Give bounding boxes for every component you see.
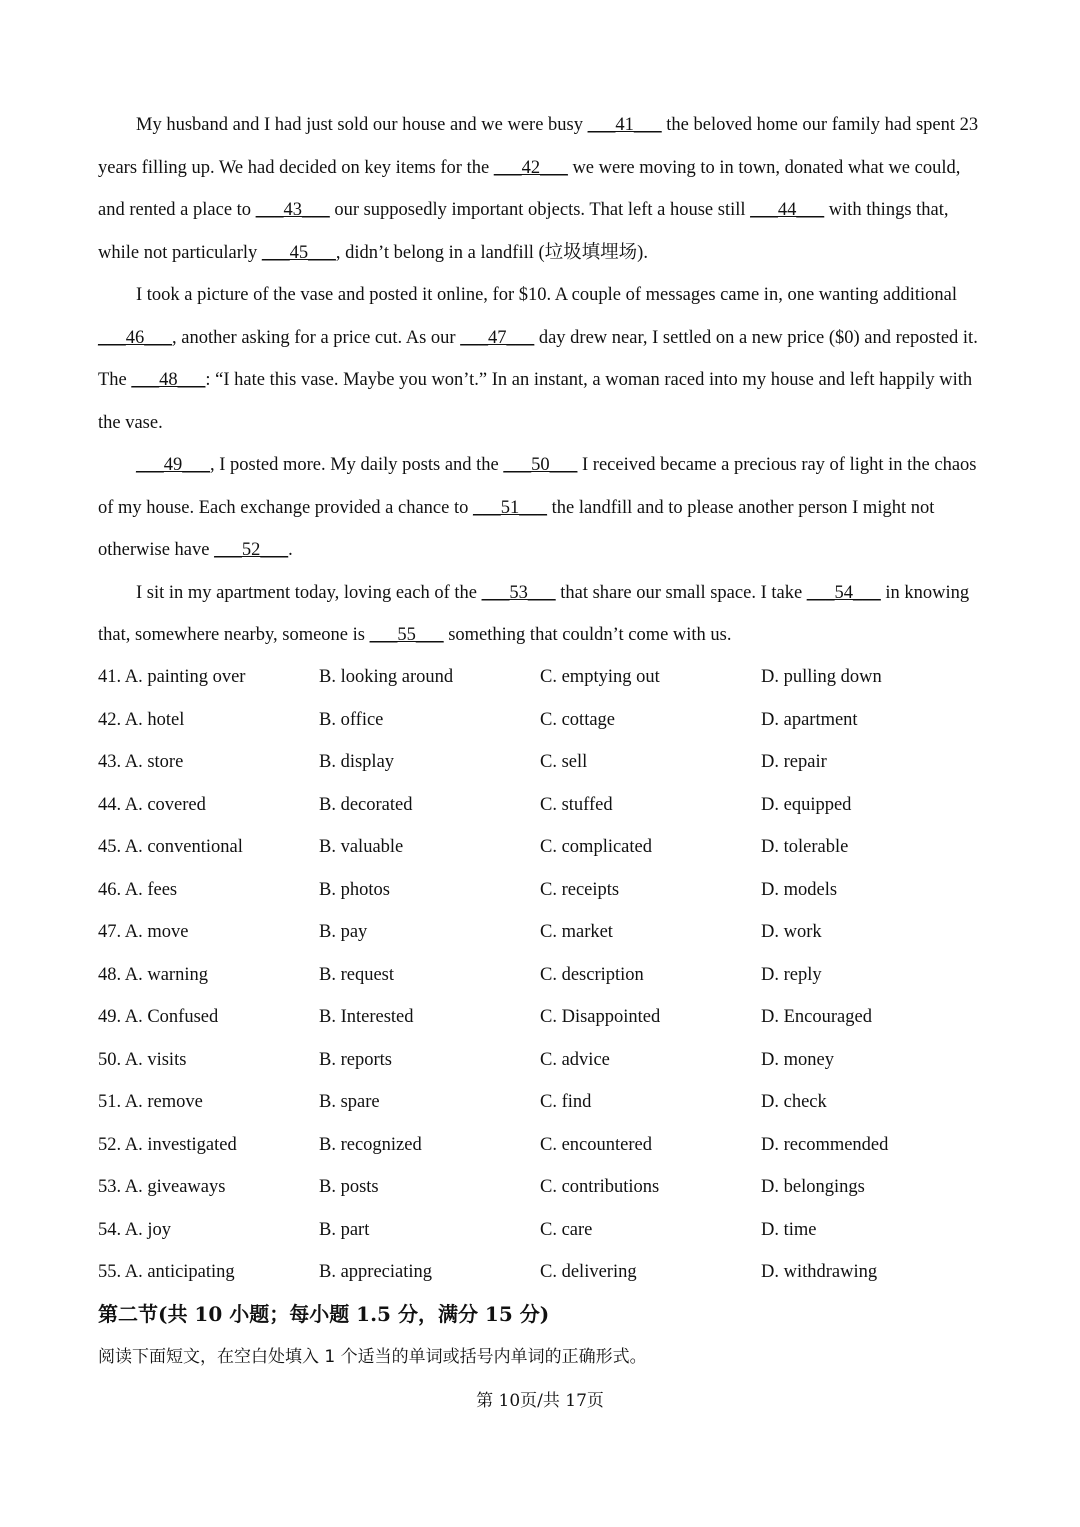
question-options-row [98, 826, 988, 869]
passage-text: : “I hate this vase. Maybe you won’t.” In an instant, a woman raced into my house and left happily with the vase. [98, 370, 973, 433]
option-b: B. looking around [319, 667, 454, 687]
cloze-blank: ___41___ [587, 115, 662, 135]
question-options-row [98, 996, 988, 1039]
cloze-blank: ___51___ [473, 497, 547, 518]
passage-text: that share our small space. I take [555, 582, 807, 603]
cloze-blank: ___55___ [369, 625, 444, 645]
option-d: D. money [761, 1049, 834, 1070]
question-options-row [98, 784, 988, 827]
passage-text: with things that, while not particularly [98, 200, 949, 263]
option-c: C. cottage [540, 709, 616, 730]
cloze-blank: ___43___ [255, 200, 330, 220]
option-b: B. posts [319, 1177, 379, 1197]
passage-text: , I posted more. My daily posts and the [210, 455, 504, 475]
passage-text: our supposedly important objects. That left a house still [329, 200, 751, 220]
cloze-blank: ___49___ [136, 455, 210, 475]
option-c: C. sell [540, 752, 588, 772]
option-c: C. encountered [540, 1134, 652, 1155]
option-b: B. pay [319, 922, 368, 942]
cloze-blank: ___52___ [214, 540, 289, 560]
question-options-row [98, 656, 988, 699]
option-a: 47. A. move [98, 922, 189, 942]
option-d: D. belongings [761, 1177, 865, 1197]
option-d: D. repair [761, 752, 827, 772]
option-c: C. market [540, 922, 613, 942]
section-title: 第二节(共 10 小题；每小题 1.5 分，满分 15 分) [98, 1302, 550, 1326]
passage-text: My husband and I had just sold our house and we were busy [136, 115, 588, 135]
passage-paragraph [98, 274, 988, 444]
question-options-row [98, 1209, 988, 1252]
option-c: C. receipts [540, 879, 620, 900]
cloze-blank: ___50___ [503, 455, 578, 475]
option-b: B. recognized [319, 1134, 422, 1155]
option-b: B. valuable [319, 837, 404, 857]
option-b: B. appreciating [319, 1262, 433, 1282]
option-a: 46. A. fees [98, 879, 178, 900]
option-c: C. find [540, 1092, 592, 1112]
option-a: 41. A. painting over [98, 667, 246, 687]
cloze-blank: ___54___ [806, 582, 881, 603]
option-a: 54. A. joy [98, 1219, 171, 1240]
option-c: C. advice [540, 1049, 610, 1070]
passage-text: the landfill and to please another person I might not otherwise have [98, 497, 935, 560]
passage-text: the beloved home our family had spent 23 years filling up. We had decided on key items for the [98, 115, 979, 178]
option-b: B. photos [319, 879, 390, 900]
passage-text: in knowing that, somewhere nearby, someone is [98, 582, 970, 645]
option-d: D. apartment [761, 709, 858, 730]
option-a: 45. A. conventional [98, 837, 243, 857]
answer-options [98, 656, 988, 1294]
option-c: C. Disappointed [540, 1007, 661, 1027]
passage-text: we were moving to in town, donated what we could, and rented a place to [98, 157, 961, 220]
option-a: 44. A. covered [98, 794, 206, 815]
option-a: 53. A. giveaways [98, 1177, 226, 1197]
option-b: B. display [319, 752, 395, 772]
option-d: D. Encouraged [761, 1007, 872, 1027]
question-options-row [98, 911, 988, 954]
passage-text: day drew near, I settled on a new price ($0) and reposted it. The [98, 327, 978, 390]
cloze-blank: ___48___ [131, 370, 206, 390]
question-options-row [98, 869, 988, 912]
option-d: D. equipped [761, 794, 852, 815]
option-d: D. reply [761, 964, 822, 985]
passage-text: , another asking for a price cut. As our [172, 327, 461, 348]
option-c: C. delivering [540, 1262, 637, 1282]
option-a: 42. A. hotel [98, 709, 185, 730]
option-b: B. Interested [319, 1007, 414, 1027]
option-d: D. recommended [761, 1134, 889, 1155]
option-d: D. tolerable [761, 837, 849, 857]
option-a: 48. A. warning [98, 964, 208, 985]
question-options-row [98, 1251, 988, 1294]
passage-paragraph [98, 572, 988, 657]
option-a: 50. A. visits [98, 1049, 187, 1070]
option-a: 49. A. Confused [98, 1007, 219, 1027]
option-d: D. models [761, 879, 838, 900]
option-c: C. care [540, 1219, 593, 1240]
option-a: 43. A. store [98, 752, 184, 772]
option-a: 52. A. investigated [98, 1134, 237, 1155]
passage-text: I took a picture of the vase and posted it online, for $10. A couple of messages came in, one wanting additional [136, 285, 957, 305]
question-options-row [98, 954, 988, 997]
cloze-blank: ___46___ [98, 327, 172, 348]
passage-paragraph [98, 104, 988, 274]
option-c: C. stuffed [540, 794, 613, 815]
option-d: D. work [761, 922, 822, 942]
option-c: C. complicated [540, 837, 652, 857]
cloze-blank: ___45___ [261, 242, 336, 263]
option-d: D. pulling down [761, 667, 882, 687]
question-options-row [98, 1124, 988, 1167]
passage-text: I sit in my apartment today, loving each of the [136, 582, 482, 603]
question-options-row [98, 1039, 988, 1082]
passage-text: . [288, 540, 293, 560]
page-number: 第 10页/共 17页 [476, 1391, 604, 1411]
option-a: 51. A. remove [98, 1092, 203, 1112]
option-b: B. decorated [319, 794, 413, 815]
option-b: B. reports [319, 1049, 392, 1070]
cloze-passage [98, 104, 988, 657]
cloze-blank: ___44___ [750, 200, 825, 220]
option-a: 55. A. anticipating [98, 1262, 235, 1282]
question-options-row [98, 1081, 988, 1124]
question-options-row [98, 699, 988, 742]
cloze-blank: ___47___ [460, 327, 535, 348]
question-options-row [98, 1166, 988, 1209]
option-c: C. emptying out [540, 667, 660, 687]
passage-text: , didn’t belong in a landfill (垃圾填埋场). [335, 242, 648, 263]
question-options-row [98, 741, 988, 784]
cloze-blank: ___42___ [493, 157, 568, 178]
option-c: C. description [540, 964, 644, 985]
option-b: B. office [319, 709, 384, 730]
passage-paragraph [98, 444, 988, 572]
passage-text: something that couldn’t come with us. [443, 625, 732, 645]
option-d: D. check [761, 1092, 827, 1112]
option-d: D. withdrawing [761, 1262, 878, 1282]
option-b: B. part [319, 1219, 370, 1240]
option-d: D. time [761, 1219, 817, 1240]
cloze-blank: ___53___ [481, 582, 556, 603]
option-c: C. contributions [540, 1177, 660, 1197]
option-b: B. spare [319, 1092, 380, 1112]
option-b: B. request [319, 964, 395, 985]
passage-text: I received became a precious ray of light in the chaos of my house. Each exchange provided a chance to [98, 455, 977, 518]
section-instruction: 阅读下面短文，在空白处填入 1 个适当的单词或括号内单词的正确形式。 [98, 1347, 647, 1367]
